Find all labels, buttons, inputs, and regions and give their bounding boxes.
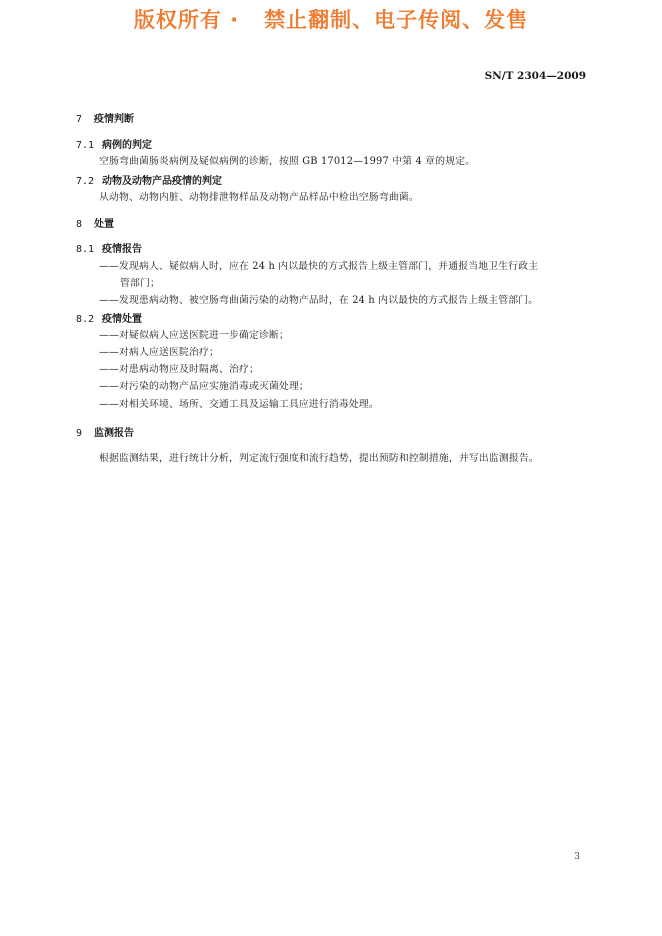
section-title: 动物及动物产品疫情的判定 [102, 176, 222, 187]
list-item: ——对患病动物应及时隔离、治疗； [99, 364, 259, 375]
list-item: ——对疑似病人应送医院进一步确定诊断； [99, 330, 289, 341]
section-number: 9 [76, 428, 83, 439]
section-9-body: 根据监测结果，进行统计分析，判定流行强度和流行趋势，提出预防和控制措施，并写出监测报告。 [99, 453, 539, 464]
section-title: 疫情处置 [102, 314, 142, 325]
section-title: 处置 [94, 219, 114, 230]
section-title: 监测报告 [94, 428, 134, 439]
section-8-heading [76, 215, 114, 230]
standard-code: SN/T 2304—2009 [484, 70, 586, 82]
section-title: 疫情报告 [102, 244, 142, 255]
section-number: 8.2 [76, 314, 95, 325]
section-7-heading [76, 110, 134, 125]
section-8-2-heading [76, 310, 142, 325]
list-item: ——对相关环境、场所、交通工具及运输工具应进行消毒处理。 [99, 399, 379, 410]
list-item: ——对污染的动物产品应实施消毒或灭菌处理； [99, 381, 309, 392]
watermark-banner: 版权所有 · 禁止翻制、电子传阅、发售 [133, 8, 529, 32]
section-number: 7.2 [76, 176, 95, 187]
section-7-1-body: 空肠弯曲菌肠炎病例及疑似病例的诊断，按照 GB 17012—1997 中第 4 章的规定。 [99, 156, 476, 167]
list-item: ——发现病人、疑似病人时，应在 24 h 内以最快的方式报告上级主管部门，并通报当地卫生行政主 [99, 261, 539, 272]
section-7-1-heading [76, 136, 152, 151]
page-number: 3 [574, 852, 580, 862]
section-number: 7.1 [76, 140, 95, 151]
section-7-2-heading [76, 172, 222, 187]
section-title: 病例的判定 [102, 140, 152, 151]
section-number: 7 [76, 114, 83, 125]
section-7-2-body: 从动物、动物内脏、动物排泄物样品及动物产品样品中检出空肠弯曲菌。 [99, 192, 419, 203]
section-number: 8 [76, 219, 83, 230]
section-8-1-heading [76, 240, 142, 255]
list-item: ——发现患病动物、被空肠弯曲菌污染的动物产品时，在 24 h 内以最快的方式报告上级主管部门。 [99, 295, 539, 306]
list-item: ——对病人应送医院治疗； [99, 347, 219, 358]
section-title: 疫情判断 [94, 114, 134, 125]
section-9-heading [76, 424, 134, 439]
list-item-continuation: 管部门； [120, 278, 160, 289]
section-number: 8.1 [76, 244, 95, 255]
